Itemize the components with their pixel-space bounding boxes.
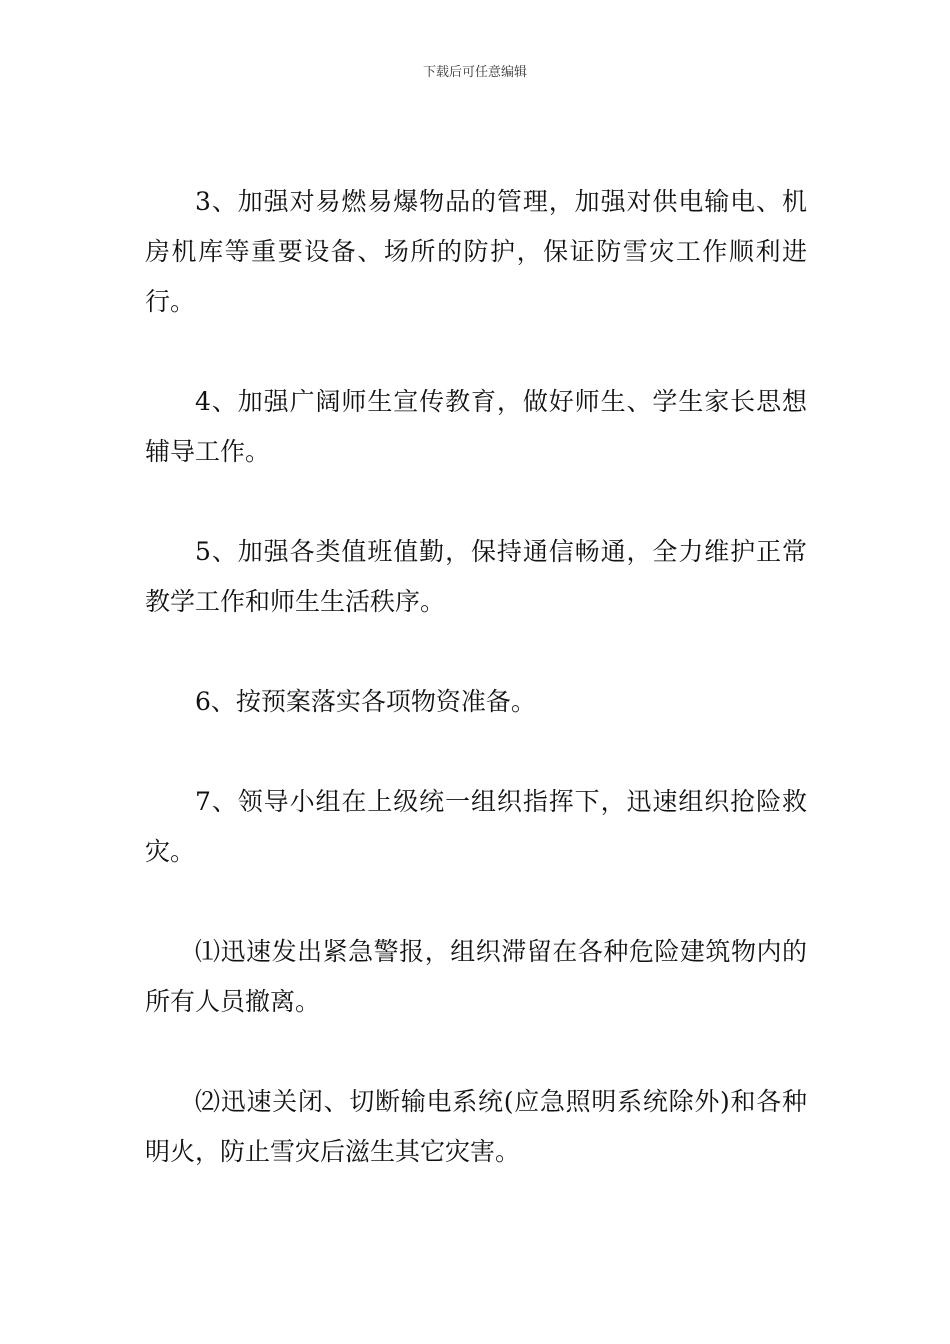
paragraph-subitem-1: ⑴迅速发出紧急警报，组织滞留在各种危险建筑物内的所有人员撤离。 — [145, 937, 807, 1016]
paragraph-item-3: 3、加强对易燃易爆物品的管理，加强对供电输电、机房机库等重要设备、场所的防护，保证防雪灾工作顺利进行。 — [145, 187, 807, 316]
paragraph-item-4: 4、加强广阔师生宣传教育，做好师生、学生家长思想辅导工作。 — [145, 387, 807, 466]
paragraph-item-6: 6、按预案落实各项物资准备。 — [195, 687, 536, 716]
document-body — [145, 177, 807, 1227]
page-header: 下载后可任意编辑 — [422, 65, 527, 80]
paragraph-item-7: 7、领导小组在上级统一组织指挥下，迅速组织抢险救灾。 — [145, 787, 807, 866]
paragraph-item-5: 5、加强各类值班值勤，保持通信畅通，全力维护正常教学工作和师生生活秩序。 — [145, 537, 807, 616]
paragraph-subitem-2: ⑵迅速关闭、切断输电系统(应急照明系统除外)和各种明火，防止雪灾后滋生其它灾害。 — [145, 1087, 807, 1166]
